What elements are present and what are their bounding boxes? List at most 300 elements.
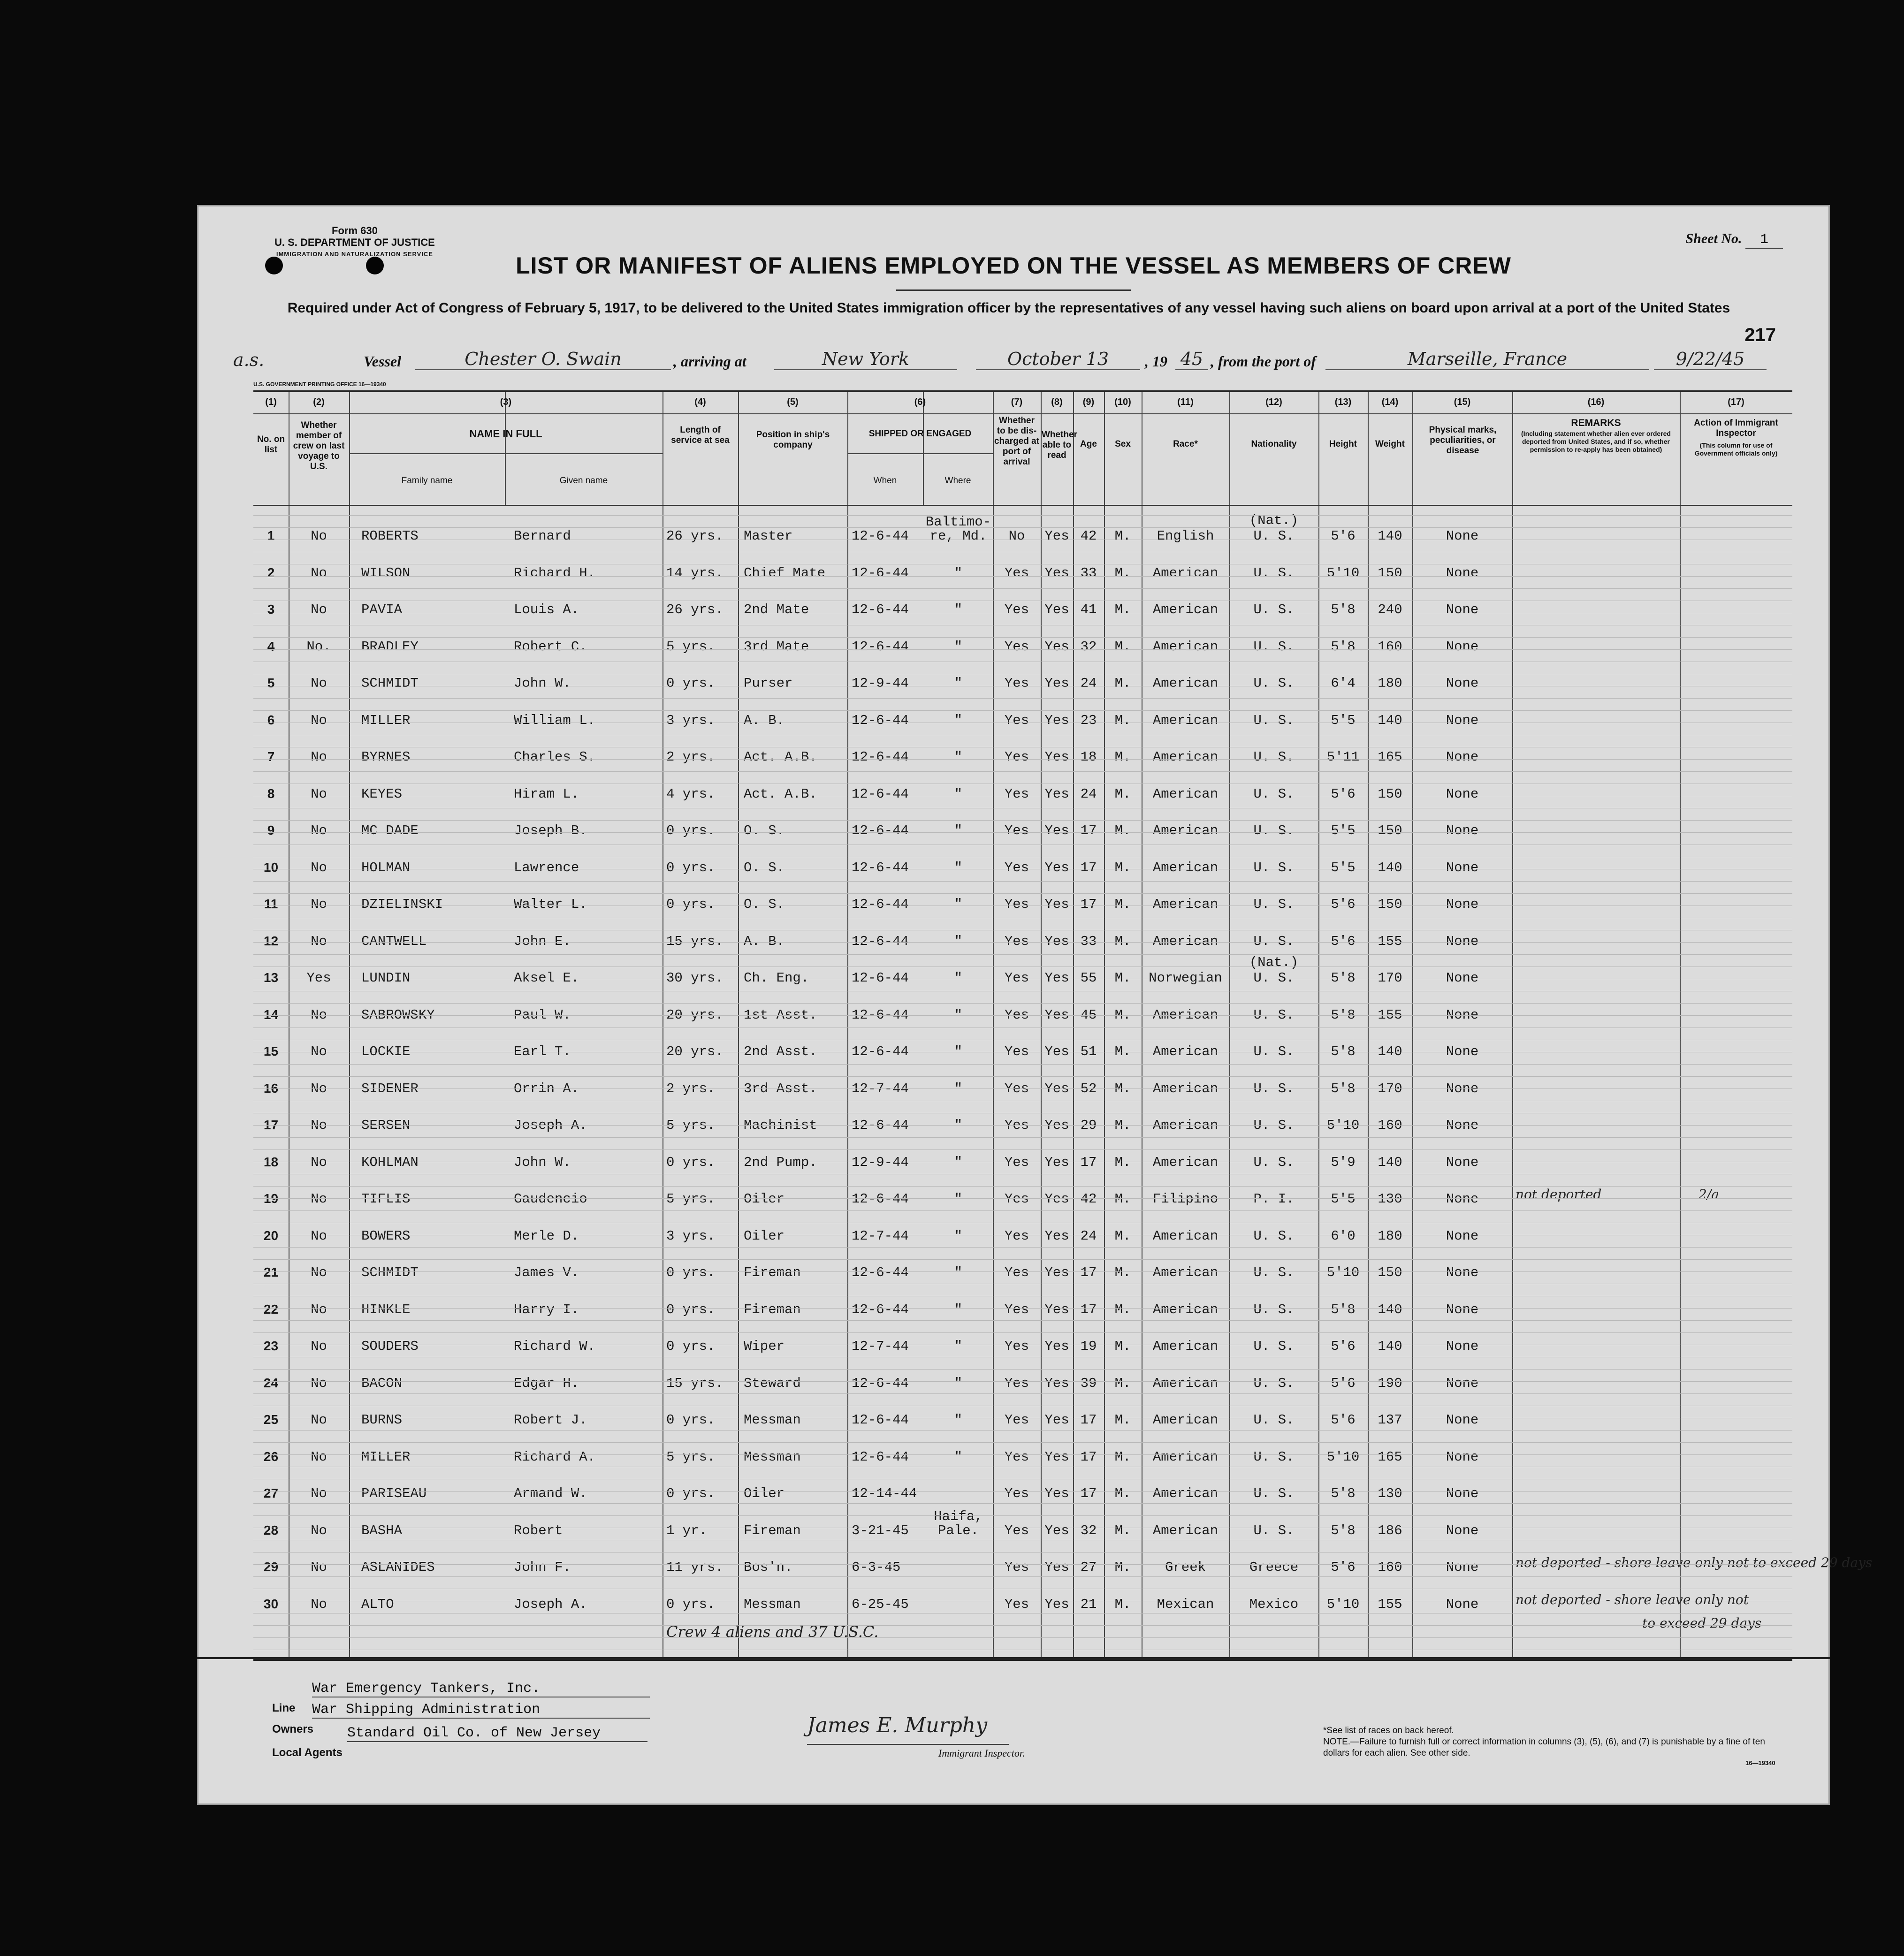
header-inspector-action: Action of Immigrant Inspector xyxy=(1694,418,1778,438)
cell-marks: None xyxy=(1446,823,1479,838)
cell-position: Act. A.B. xyxy=(744,749,817,765)
cell-where: " xyxy=(954,1449,963,1465)
cell-height: 5'6 xyxy=(1331,933,1356,949)
cell-marks: None xyxy=(1446,1007,1479,1023)
cell-nationality: Mexico xyxy=(1249,1596,1299,1612)
cell-no: 2 xyxy=(267,565,275,580)
cell-position: Bos'n. xyxy=(744,1560,793,1575)
cell-read: Yes xyxy=(1044,565,1069,581)
cell-position: A. B. xyxy=(744,933,785,949)
cell-height: 5'8 xyxy=(1331,639,1356,655)
cell-family: HINKLE xyxy=(361,1301,411,1317)
cell-where: " xyxy=(954,676,963,691)
owners-label: Owners xyxy=(272,1723,314,1735)
cell-crew: No xyxy=(311,1118,327,1133)
cell-sex: M. xyxy=(1114,602,1131,617)
cell-race: Mexican xyxy=(1157,1596,1214,1612)
cell-no: 10 xyxy=(263,860,279,875)
table-row xyxy=(253,626,1792,662)
cell-height: 6'4 xyxy=(1331,676,1356,691)
cell-height: 5'6 xyxy=(1331,1560,1356,1575)
cell-service: 1 yr. xyxy=(666,1522,708,1538)
cell-position: Messman xyxy=(744,1596,801,1612)
cell-age: 17 xyxy=(1080,1154,1097,1170)
cell-read: Yes xyxy=(1044,933,1069,949)
cell-when: 12-7-44 xyxy=(852,1339,909,1354)
cell-nationality: P. I. xyxy=(1253,1191,1295,1207)
cell-discharged: Yes xyxy=(1004,1228,1029,1244)
ruled-line xyxy=(253,832,1792,833)
table-row xyxy=(253,700,1792,736)
cell-where: " xyxy=(954,712,963,728)
crew-count-note: Crew 4 aliens and 37 U.S.C. xyxy=(666,1623,879,1641)
cell-read: Yes xyxy=(1044,1044,1069,1059)
cell-when: 12-6-44 xyxy=(852,1191,909,1207)
cell-given: Gaudencio xyxy=(514,1191,587,1207)
cell-service: 0 yrs. xyxy=(666,1339,716,1354)
arrival-year: 45 xyxy=(1175,349,1208,370)
ruled-line xyxy=(253,1125,1792,1126)
cell-read: Yes xyxy=(1044,528,1069,544)
cell-nationality: U. S. xyxy=(1253,1412,1295,1428)
cell-where: " xyxy=(954,1412,963,1428)
cell-race: American xyxy=(1152,1449,1219,1465)
cell-height: 5'8 xyxy=(1331,1044,1356,1059)
cell-age: 33 xyxy=(1080,565,1097,581)
cell-given: Paul W. xyxy=(514,1007,571,1023)
cell-nationality: U. S. xyxy=(1253,933,1295,949)
cell-given: Earl T. xyxy=(514,1044,571,1059)
cell-marks: None xyxy=(1446,712,1479,728)
cell-given: Charles S. xyxy=(514,749,596,765)
cell-no: 14 xyxy=(263,1007,279,1022)
cell-family: MC DADE xyxy=(361,823,419,838)
cell-crew: No xyxy=(311,823,327,838)
cell-height: 5'6 xyxy=(1331,1339,1356,1354)
cell-given: Louis A. xyxy=(514,602,579,617)
ruled-line xyxy=(253,759,1792,760)
cell-no: 6 xyxy=(267,712,275,727)
cell-when: 12-14-44 xyxy=(852,1486,917,1501)
cell-nationality: U. S. xyxy=(1253,970,1295,986)
cell-service: 3 yrs. xyxy=(666,712,716,728)
cell-no: 21 xyxy=(263,1265,279,1279)
cell-age: 52 xyxy=(1080,1081,1097,1096)
cell-height: 5'10 xyxy=(1326,1265,1360,1280)
cell-position: Act. A.B. xyxy=(744,786,817,802)
cell-weight: 140 xyxy=(1378,1301,1402,1317)
cell-marks: None xyxy=(1446,1596,1479,1612)
cell-nationality: U. S. xyxy=(1253,565,1295,581)
cell-position: Oiler xyxy=(744,1486,785,1501)
cell-nationality: U. S. xyxy=(1253,823,1295,838)
cell-service: 2 yrs. xyxy=(666,749,716,765)
ruled-line xyxy=(253,1515,1792,1516)
cell-race: American xyxy=(1152,1339,1219,1354)
form-number: Form 630 xyxy=(332,225,378,236)
cell-race: Greek xyxy=(1165,1560,1206,1575)
header-race: Race* xyxy=(1173,439,1198,449)
cell-marks: None xyxy=(1446,1339,1479,1354)
signature-line xyxy=(807,1744,1009,1745)
owners-value: War Shipping Administration xyxy=(312,1702,650,1719)
cell-position: O. S. xyxy=(744,897,785,912)
cell-crew: No xyxy=(311,1265,327,1280)
cell-weight: 140 xyxy=(1378,1044,1402,1059)
header-where: Where xyxy=(944,476,971,486)
ruled-line xyxy=(253,1613,1792,1614)
cell-read: Yes xyxy=(1044,1560,1069,1575)
cell-when: 12-6-44 xyxy=(852,823,909,838)
cell-weight: 240 xyxy=(1378,602,1402,617)
cell-position: Master xyxy=(744,528,793,544)
cell-position: 1st Asst. xyxy=(744,1007,817,1023)
cell-given: John W. xyxy=(514,676,571,691)
cell-age: 42 xyxy=(1080,528,1097,544)
cell-when: 12-6-44 xyxy=(852,1265,909,1280)
cell-race: American xyxy=(1152,1118,1219,1133)
cell-family: SOUDERS xyxy=(361,1339,419,1354)
cell-read: Yes xyxy=(1044,970,1069,986)
cell-when: 6-25-45 xyxy=(852,1596,909,1612)
cell-given: John E. xyxy=(514,933,571,949)
cell-family: KOHLMAN xyxy=(361,1154,419,1170)
cell-weight: 150 xyxy=(1378,565,1402,581)
cell-weight: 150 xyxy=(1378,1265,1402,1280)
cell-service: 2 yrs. xyxy=(666,1081,716,1096)
cell-read: Yes xyxy=(1044,1596,1069,1612)
cell-sex: M. xyxy=(1114,823,1131,838)
cell-sex: M. xyxy=(1114,676,1131,691)
ruled-line xyxy=(253,1503,1792,1504)
cell-age: 24 xyxy=(1080,676,1097,691)
cell-service: 30 yrs. xyxy=(666,970,724,986)
cell-sex: M. xyxy=(1114,712,1131,728)
remarks-text: not deported xyxy=(1516,1187,1602,1202)
cell-where: Baltimo-re, Md. xyxy=(925,514,991,544)
cell-weight: 140 xyxy=(1378,1154,1402,1170)
inspector-signature: James E. Murphy xyxy=(807,1713,988,1737)
cell-marks: None xyxy=(1446,1522,1479,1538)
ruled-line xyxy=(253,1247,1792,1248)
ruled-line xyxy=(253,1454,1792,1455)
ruled-line xyxy=(253,942,1792,943)
cell-position: Oiler xyxy=(744,1191,785,1207)
vessel-line xyxy=(230,346,1797,374)
cell-marks: None xyxy=(1446,786,1479,802)
cell-where: " xyxy=(954,897,963,912)
cell-family: CANTWELL xyxy=(361,933,427,949)
cell-crew: No xyxy=(311,1191,327,1207)
cell-crew: No xyxy=(311,1486,327,1501)
cell-no: 7 xyxy=(267,749,275,764)
cell-crew: No xyxy=(311,565,327,581)
signature-label: Immigrant Inspector. xyxy=(938,1747,1025,1759)
cell-given: Harry I. xyxy=(514,1301,579,1317)
cell-weight: 140 xyxy=(1378,860,1402,875)
cell-race: American xyxy=(1152,1412,1219,1428)
cell-discharged: Yes xyxy=(1004,823,1029,838)
ruled-line xyxy=(253,771,1792,772)
table-row xyxy=(253,1252,1792,1288)
cell-family: PARISEAU xyxy=(361,1486,427,1501)
table-row xyxy=(253,1031,1792,1067)
cell-weight: 186 xyxy=(1378,1522,1402,1538)
cell-weight: 137 xyxy=(1378,1412,1402,1428)
cell-where: " xyxy=(954,970,963,986)
cell-age: 17 xyxy=(1080,1449,1097,1465)
cell-read: Yes xyxy=(1044,1412,1069,1428)
cell-when: 6-3-45 xyxy=(852,1560,901,1575)
cell-nationality: U. S. xyxy=(1253,1044,1295,1059)
cell-service: 0 yrs. xyxy=(666,897,716,912)
cell-marks: None xyxy=(1446,1412,1479,1428)
cell-age: 19 xyxy=(1080,1339,1097,1354)
document-subtitle: Required under Act of Congress of February 5, 1917, to be delivered to the United States immigration officer by the representatives of any vessel having such aliens on board upon arrival at a port of the United States xyxy=(287,300,1730,316)
col-num: (12) xyxy=(1265,397,1282,407)
cell-crew: No xyxy=(311,1522,327,1538)
cell-weight: 180 xyxy=(1378,1228,1402,1244)
cell-weight: 150 xyxy=(1378,897,1402,912)
ruled-line xyxy=(253,637,1792,638)
cell-sex: M. xyxy=(1114,1007,1131,1023)
cell-discharged: Yes xyxy=(1004,1265,1029,1280)
cell-crew: Yes xyxy=(306,970,331,986)
ruled-line xyxy=(253,698,1792,699)
cell-discharged: Yes xyxy=(1004,602,1029,617)
cell-height: 5'10 xyxy=(1326,1449,1360,1465)
cell-crew: No xyxy=(311,1044,327,1059)
cell-weight: 160 xyxy=(1378,1118,1402,1133)
cell-no: 12 xyxy=(263,933,279,948)
cell-when: 12-6-44 xyxy=(852,1301,909,1317)
cell-no: 30 xyxy=(263,1596,279,1611)
cell-discharged: Yes xyxy=(1004,1339,1029,1354)
cell-age: 17 xyxy=(1080,1301,1097,1317)
cell-sex: M. xyxy=(1114,860,1131,875)
cell-height: 5'8 xyxy=(1331,1007,1356,1023)
cell-discharged: Yes xyxy=(1004,1081,1029,1096)
document-title: LIST OR MANIFEST OF ALIENS EMPLOYED ON THE VESSEL AS MEMBERS OF CREW xyxy=(516,252,1511,279)
ruled-line xyxy=(253,1186,1792,1187)
header-name-in-full: NAME IN FULL xyxy=(469,428,542,440)
cell-sex: M. xyxy=(1114,1118,1131,1133)
cell-marks: None xyxy=(1446,1560,1479,1575)
cell-position: Purser xyxy=(744,676,793,691)
cell-no: 4 xyxy=(267,639,275,654)
cell-position: Fireman xyxy=(744,1265,801,1280)
cell-marks: None xyxy=(1446,1301,1479,1317)
ruled-line xyxy=(253,1149,1792,1150)
header-age: Age xyxy=(1080,439,1097,449)
table-row xyxy=(253,1215,1792,1252)
cell-race: American xyxy=(1152,786,1219,802)
cell-when: 12-6-44 xyxy=(852,565,909,581)
cell-family: BRADLEY xyxy=(361,639,419,655)
header-crew-last-voyage: Whether member of crew on last voyage to U.S. xyxy=(293,420,345,472)
cell-nationality: U. S. xyxy=(1253,1522,1295,1538)
ruled-line xyxy=(253,1003,1792,1004)
cell-read: Yes xyxy=(1044,1228,1069,1244)
cell-weight: 170 xyxy=(1378,970,1402,986)
cell-race: American xyxy=(1152,897,1219,912)
cell-read: Yes xyxy=(1044,1486,1069,1501)
cell-crew: No xyxy=(311,1154,327,1170)
cell-discharged: Yes xyxy=(1004,786,1029,802)
cell-service: 0 yrs. xyxy=(666,1596,716,1612)
col-num: (7) xyxy=(1011,397,1023,407)
cell-age: 17 xyxy=(1080,1486,1097,1501)
cell-read: Yes xyxy=(1044,823,1069,838)
cell-family: PAVIA xyxy=(361,602,403,617)
table-row xyxy=(253,773,1792,810)
cell-weight: 130 xyxy=(1378,1486,1402,1501)
header-able-to-read: Whether able to read xyxy=(1042,430,1077,460)
cell-discharged: Yes xyxy=(1004,1449,1029,1465)
cell-sex: M. xyxy=(1114,970,1131,986)
ruled-line xyxy=(253,1088,1792,1089)
header-no-on-list: No. on list xyxy=(257,434,285,455)
cell-nationality: U. S. xyxy=(1253,676,1295,691)
cell-discharged: Yes xyxy=(1004,1154,1029,1170)
cell-weight: 160 xyxy=(1378,639,1402,655)
cell-service: 14 yrs. xyxy=(666,565,724,581)
cell-discharged: No xyxy=(1008,528,1025,544)
cell-read: Yes xyxy=(1044,1191,1069,1207)
departure-port: Marseille, France xyxy=(1325,349,1649,370)
ruled-line xyxy=(253,1076,1792,1077)
table-row xyxy=(253,1068,1792,1104)
cell-no: 15 xyxy=(263,1044,279,1058)
cell-discharged: Yes xyxy=(1004,1191,1029,1207)
sheet-number: Sheet No. 1 xyxy=(1686,231,1783,249)
cell-crew: No xyxy=(311,528,327,544)
cell-when: 12-6-44 xyxy=(852,1007,909,1023)
col-num: (5) xyxy=(787,397,799,407)
cell-nationality: U. S. xyxy=(1253,1228,1295,1244)
cell-where: " xyxy=(954,1044,963,1059)
ruled-line xyxy=(253,1381,1792,1382)
table-row xyxy=(253,810,1792,846)
cell-race: American xyxy=(1152,1007,1219,1023)
cell-weight: 140 xyxy=(1378,1339,1402,1354)
cell-family: SCHMIDT xyxy=(361,1265,419,1280)
cell-height: 5'6 xyxy=(1331,528,1356,544)
cell-race: American xyxy=(1152,712,1219,728)
cell-weight: 140 xyxy=(1378,712,1402,728)
cell-no: 3 xyxy=(267,602,275,616)
cell-weight: 170 xyxy=(1378,1081,1402,1096)
cell-service: 0 yrs. xyxy=(666,1486,716,1501)
cell-nationality: U. S. xyxy=(1253,1265,1295,1280)
cell-height: 5'10 xyxy=(1326,1118,1360,1133)
cell-height: 5'8 xyxy=(1331,602,1356,617)
cell-age: 24 xyxy=(1080,1228,1097,1244)
department-name: U. S. DEPARTMENT OF JUSTICE xyxy=(274,236,435,248)
sheet-number-value: 1 xyxy=(1745,232,1783,249)
cell-family: WILSON xyxy=(361,565,411,581)
cell-when: 12-9-44 xyxy=(852,676,909,691)
header-inspector-note: (This column for use of Government officials only) xyxy=(1694,441,1778,457)
cell-sex: M. xyxy=(1114,749,1131,765)
cell-service: 20 yrs. xyxy=(666,1007,724,1023)
cell-height: 6'0 xyxy=(1331,1228,1356,1244)
vessel-name: Chester O. Swain xyxy=(415,349,671,370)
col-num: (6) xyxy=(914,397,926,407)
cell-no: 22 xyxy=(263,1301,279,1317)
cell-position: Fireman xyxy=(744,1301,801,1317)
cell-service: 5 yrs. xyxy=(666,1118,716,1133)
cell-nationality: U. S. xyxy=(1253,1339,1295,1354)
cell-read: Yes xyxy=(1044,1301,1069,1317)
cell-height: 5'8 xyxy=(1331,1081,1356,1096)
cell-read: Yes xyxy=(1044,676,1069,691)
cell-service: 0 yrs. xyxy=(666,1154,716,1170)
cell-race: American xyxy=(1152,1265,1219,1280)
cell-when: 12-6-44 xyxy=(852,786,909,802)
footer-notes xyxy=(1323,1725,1792,1759)
cell-weight: 180 xyxy=(1378,676,1402,691)
cell-weight: 165 xyxy=(1378,1449,1402,1465)
cell-age: 17 xyxy=(1080,823,1097,838)
cell-age: 51 xyxy=(1080,1044,1097,1059)
cell-position: Fireman xyxy=(744,1522,801,1538)
cell-height: 5'5 xyxy=(1331,860,1356,875)
cell-sex: M. xyxy=(1114,1560,1131,1575)
cell-given: Joseph A. xyxy=(514,1118,587,1133)
crew-table xyxy=(253,390,1873,1661)
cell-discharged: Yes xyxy=(1004,1522,1029,1538)
cell-crew: No. xyxy=(306,639,331,655)
table-row xyxy=(253,515,1792,552)
cell-when: 12-9-44 xyxy=(852,1154,909,1170)
cell-when: 3-21-45 xyxy=(852,1522,909,1538)
header-discharged: Whether to be dis-charged at port of arrival xyxy=(994,416,1040,467)
cell-marks: None xyxy=(1446,565,1479,581)
col-num: (14) xyxy=(1381,397,1399,407)
cell-discharged: Yes xyxy=(1004,1007,1029,1023)
col-num: (16) xyxy=(1587,397,1605,407)
cell-discharged: Yes xyxy=(1004,1118,1029,1133)
cell-age: 33 xyxy=(1080,933,1097,949)
cell-sex: M. xyxy=(1114,528,1131,544)
cell-nationality: U. S. xyxy=(1253,1301,1295,1317)
cell-given: James V. xyxy=(514,1265,579,1280)
cell-race: American xyxy=(1152,933,1219,949)
cell-discharged: Yes xyxy=(1004,1596,1029,1612)
remarks-text: not deported - shore leave only not to exceed 29 days xyxy=(1516,1555,1873,1570)
cell-marks: None xyxy=(1446,749,1479,765)
cell-sex: M. xyxy=(1114,1412,1131,1428)
cell-when: 12-6-44 xyxy=(852,1375,909,1391)
cell-race: American xyxy=(1152,1044,1219,1059)
cell-age: 18 xyxy=(1080,749,1097,765)
cell-family: BOWERS xyxy=(361,1228,411,1244)
ruled-line xyxy=(253,527,1792,528)
cell-crew: No xyxy=(311,897,327,912)
cell-marks: None xyxy=(1446,1375,1479,1391)
cell-age: 45 xyxy=(1080,1007,1097,1023)
cell-sex: M. xyxy=(1114,1449,1131,1465)
cell-service: 0 yrs. xyxy=(666,823,716,838)
cell-family: KEYES xyxy=(361,786,403,802)
line-value: War Emergency Tankers, Inc. xyxy=(312,1681,650,1697)
cell-nationality: U. S. xyxy=(1253,749,1295,765)
cell-read: Yes xyxy=(1044,786,1069,802)
cell-service: 0 yrs. xyxy=(666,676,716,691)
ruled-line xyxy=(253,1625,1792,1626)
cell-age: 29 xyxy=(1080,1118,1097,1133)
